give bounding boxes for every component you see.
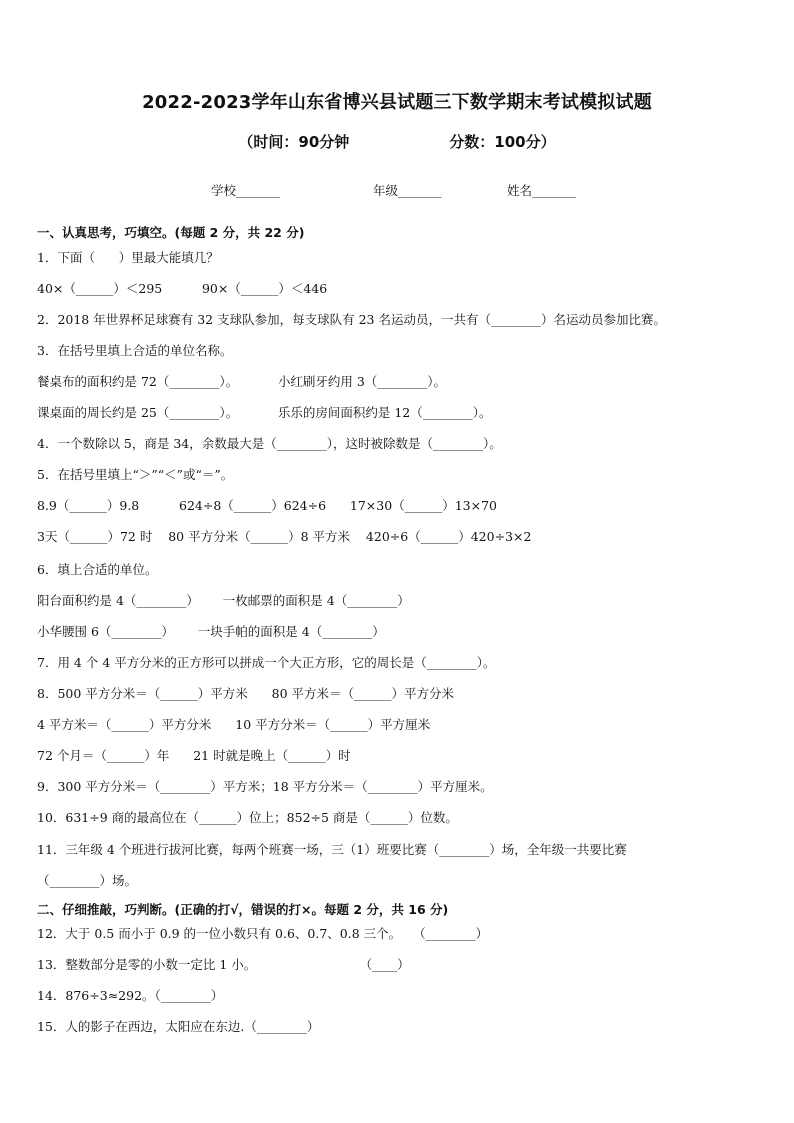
name-field[interactable]: 姓名_______: [507, 183, 576, 198]
question-line: （________）场。: [37, 873, 138, 888]
exam-time: （时间：90分钟: [238, 133, 350, 151]
question-line: 8．500 平方分米＝（______）平方米 80 平方米＝（______）平方分米: [37, 686, 455, 701]
question-line: 7．用 4 个 4 平方分米的正方形可以拼成一个大正方形，它的周长是（________）。: [37, 655, 496, 670]
question-line: 10．631÷9 商的最高位在（______）位上；852÷5 商是（______）位数。: [37, 810, 458, 825]
question-line: 餐桌布的面积约是 72（________）。 小红刷牙约用 3（________）。: [37, 374, 447, 389]
question-line: 5．在括号里填上“＞”“＜”或“＝”。: [37, 467, 234, 482]
question-line: 11．三年级 4 个班进行拔河比赛，每两个班赛一场，三（1）班要比赛（________）场，全年级一共要比赛: [37, 842, 627, 857]
question-line: 12．大于 0.5 而小于 0.9 的一位小数只有 0.6、0.7、0.8 三个。 （________）: [37, 926, 489, 941]
question-line: 3．在括号里填上合适的单位名称。: [37, 343, 233, 358]
exam-score: 分数：100分）: [449, 133, 556, 151]
question-line: 小华腰围 6（________） 一块手帕的面积是 4（________）: [37, 624, 385, 639]
question-line: 9．300 平方分米＝（________）平方米；18 平方分米＝（________）平方厘米。: [37, 779, 493, 794]
question-line: 14．876÷3≈292。（________）: [37, 988, 224, 1003]
question-line: 3天（______）72 时 80 平方分米（______）8 平方米 420÷6（______）420÷3×2: [37, 529, 532, 544]
section-heading-2: 二、仔细推敲，巧判断。(正确的打√，错误的打×。每题 2 分，共 16 分): [37, 902, 449, 917]
question-line: 1．下面（ ）里最大能填几？: [37, 250, 219, 265]
school-field[interactable]: 学校_______: [211, 183, 280, 198]
question-line: 6．填上合适的单位。: [37, 562, 158, 577]
question-line: 2．2018 年世界杯足球赛有 32 支球队参加，每支球队有 23 名运动员，一共有（________）名运动员参加比赛。: [37, 312, 666, 327]
page-title: 2022-2023学年山东省博兴县试题三下数学期末考试模拟试题: [142, 92, 652, 113]
question-line: 13．整数部分是零的小数一定比 1 小。 （____）: [37, 957, 410, 972]
question-line: 4 平方米＝（______）平方分米 10 平方分米＝（______）平方厘米: [37, 717, 431, 732]
question-line: 课桌面的周长约是 25（________）。 乐乐的房间面积约是 12（________）。: [37, 405, 492, 420]
grade-field[interactable]: 年级_______: [373, 183, 442, 198]
question-line: 阳台面积约是 4（________） 一枚邮票的面积是 4（________）: [37, 593, 410, 608]
question-line: 8.9（______）9.8 624÷8（______）624÷6 17×30（______）13×70: [37, 498, 497, 513]
question-line: 15．人的影子在西边，太阳应在东边.（________）: [37, 1019, 320, 1034]
question-line: 72 个月＝（______）年 21 时就是晚上（______）时: [37, 748, 351, 763]
exam-meta: [0, 131, 794, 152]
question-line: 4．一个数除以 5，商是 34，余数最大是（________），这时被除数是（________）。: [37, 436, 502, 451]
question-line: 40×（______）＜295 90×（______）＜446: [37, 281, 328, 296]
section-heading-1: 一、认真思考，巧填空。(每题 2 分，共 22 分): [37, 225, 305, 240]
